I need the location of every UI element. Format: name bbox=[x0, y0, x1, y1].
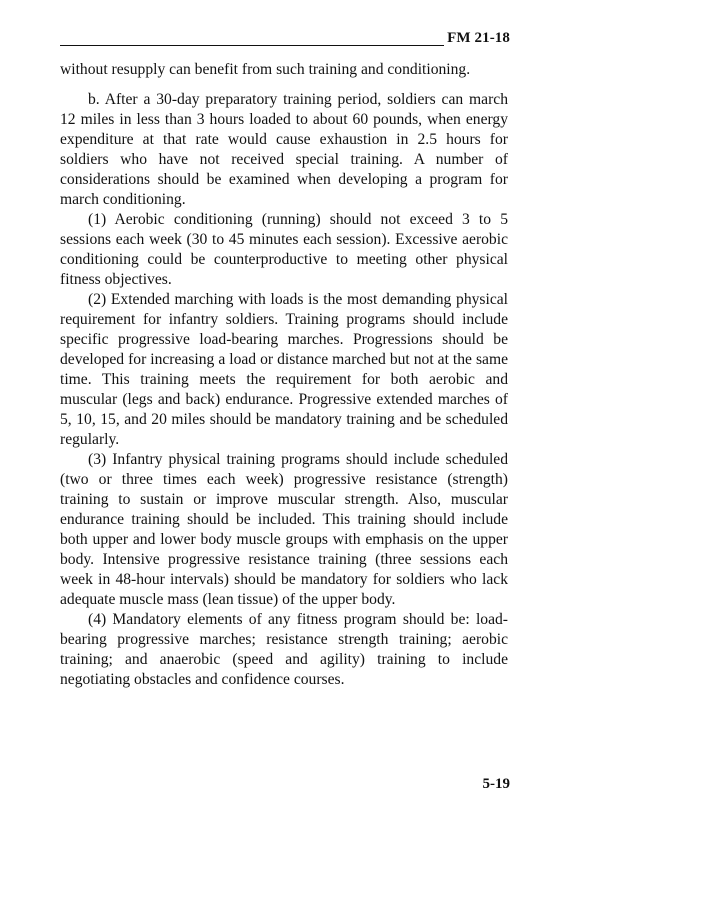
body-text bbox=[60, 60, 508, 690]
paragraph-1: (1) Aerobic conditioning (running) should not exceed 3 to 5 sessions each week (30 to 45 minutes each session). Excessive aerobic conditioning could be counterproductive to meeting other physical fitness objectives. bbox=[60, 211, 508, 288]
header-rule bbox=[60, 45, 444, 46]
paragraph-continuation: without resupply can benefit from such training and conditioning. bbox=[60, 61, 471, 78]
paragraph-2: (2) Extended marching with loads is the most demanding physical requirement for infantry soldiers. Training programs should include specific progressive load-bearing marches. Progressions should be developed for increasing a load or distance marched but not at the same time. This training meets the requirement for both aerobic and muscular (legs and back) endurance. Progressive extended marches of 5, 10, 15, and 20 miles should be mandatory training and be scheduled regularly. bbox=[60, 291, 508, 448]
manual-number: FM 21-18 bbox=[447, 30, 510, 46]
paragraph-4: (4) Mandatory elements of any fitness program should be: load-bearing progressive marches; resistance strength training; aerobic training; and anaerobic (speed and agility) training to include negotiating obstacles and confidence courses. bbox=[60, 611, 508, 688]
page-header bbox=[60, 28, 510, 50]
paragraph-b: b. After a 30-day preparatory training period, soldiers can march 12 miles in less than 3 hours loaded to about 60 pounds, when energy expenditure at that rate would cause exhaustion in 2.5 hours for soldiers who have not received special training. A number of considerations should be examined when developing a program for march conditioning. bbox=[60, 91, 508, 208]
paragraph-3: (3) Infantry physical training programs should include scheduled (two or three times each week) progressive resistance (strength) training to sustain or improve muscular strength. Also, muscular endurance training should be included. This training should include both upper and lower body muscle groups with emphasis on the upper body. Intensive progressive resistance training (three sessions each week in 48-hour intervals) should be mandatory for soldiers who lack adequate muscle mass (lean tissue) of the upper body. bbox=[60, 451, 508, 608]
page-number: 5-19 bbox=[482, 776, 510, 792]
